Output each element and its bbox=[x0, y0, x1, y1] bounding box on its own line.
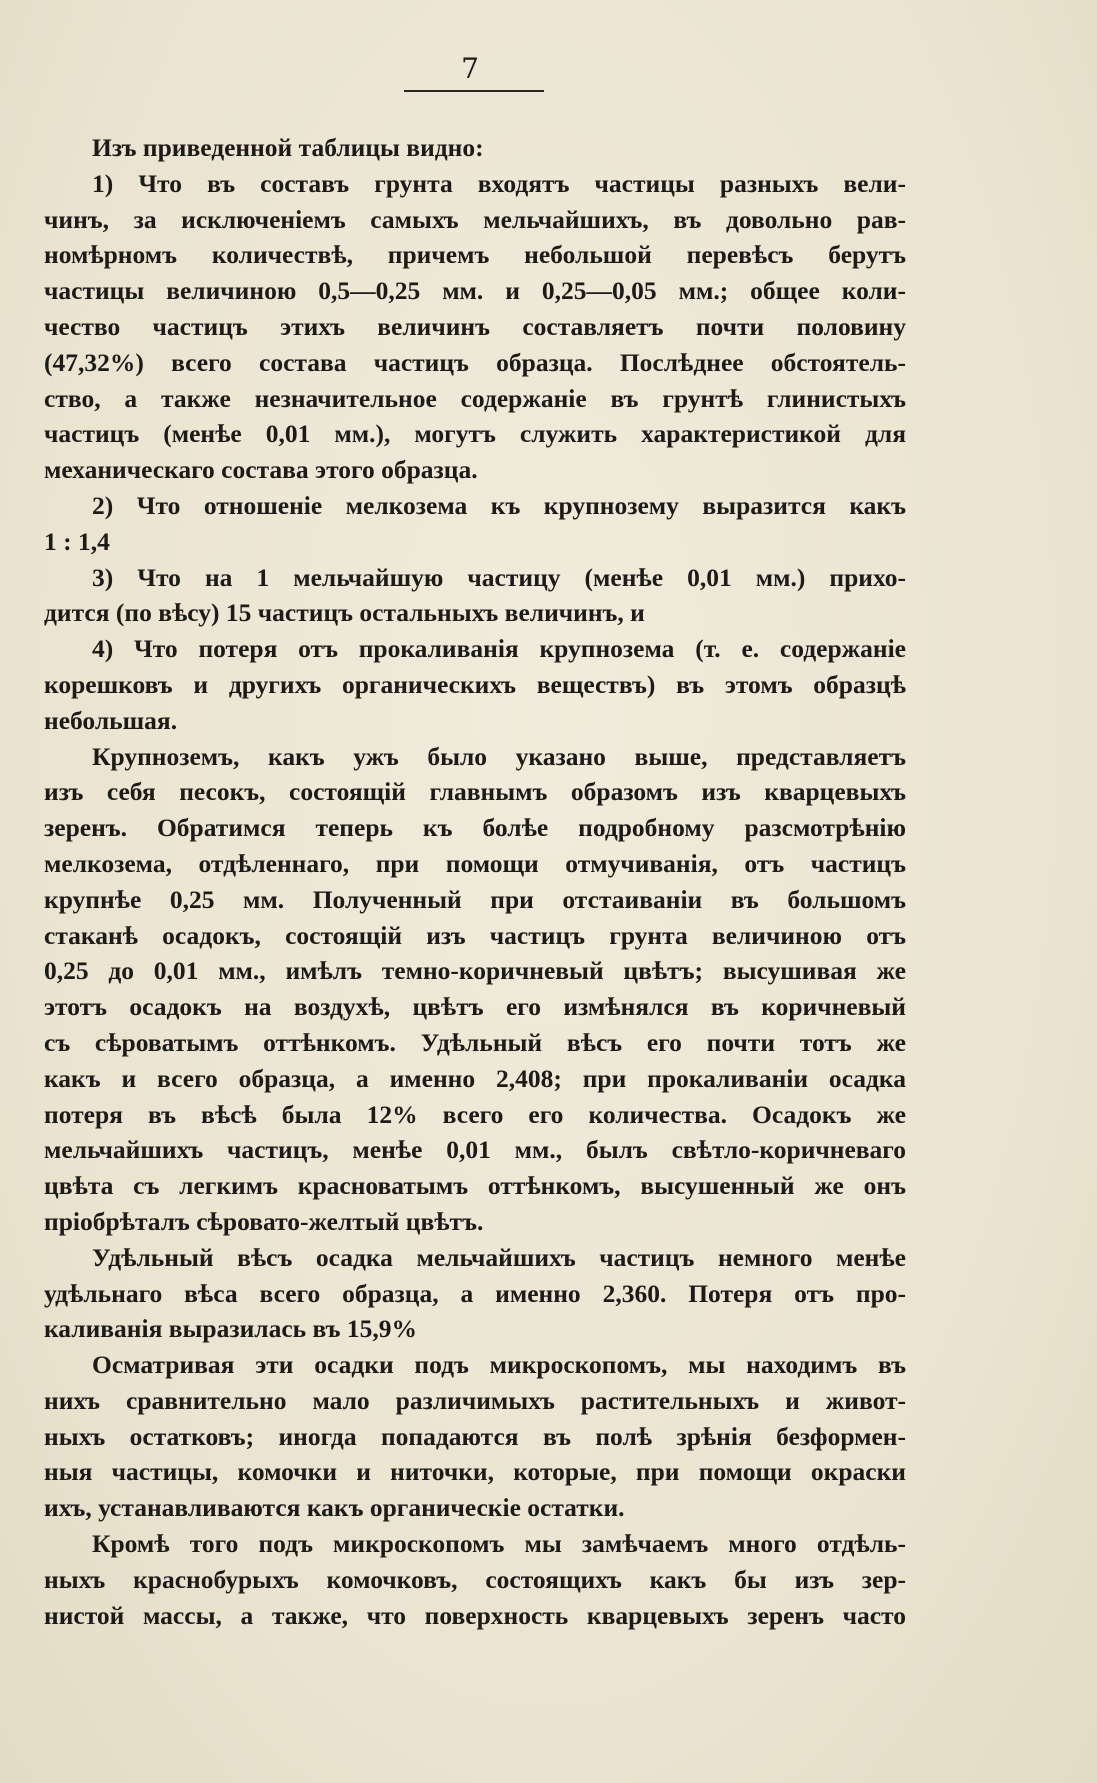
text-line: (47,32%) всего состава частицъ образца. Послѣднее обстоятель- bbox=[44, 347, 906, 377]
text-line: крупнѣе 0,25 мм. Полученный при отстаиваніи въ большомъ bbox=[44, 884, 906, 914]
text-line: удѣльнаго вѣса всего образца, а именно 2,360. Потеря отъ про- bbox=[44, 1278, 906, 1308]
text-line: номѣрномъ количествѣ, причемъ небольшой перевѣсъ берутъ bbox=[44, 240, 906, 270]
text-line: пріобрѣталъ сѣровато-желтый цвѣтъ. bbox=[44, 1206, 484, 1236]
text-line: 4) Что потеря отъ прокаливанія крупнозема (т. е. содержаніе bbox=[92, 634, 906, 664]
text-line: частицъ (менѣе 0,01 мм.), могутъ служить характеристикой для bbox=[44, 419, 906, 449]
text-line: нистой массы, а также, что поверхность кварцевыхъ зеренъ часто bbox=[44, 1600, 906, 1630]
text-line: ныхъ краснобурыхъ комочковъ, состоящихъ какъ бы изъ зер- bbox=[44, 1564, 906, 1594]
text-line: зеренъ. Обратимся теперь къ болѣе подробному разсмотрѣнію bbox=[44, 813, 906, 843]
text-line: мелкозема, отдѣленнаго, при помощи отмучиванія, отъ частицъ bbox=[44, 848, 906, 878]
text-line: Крупноземъ, какъ ужъ было указано выше, представляетъ bbox=[92, 741, 906, 771]
text-line: нихъ сравнительно мало различимыхъ растительныхъ и живот- bbox=[44, 1385, 906, 1415]
text-line: стаканѣ осадокъ, состоящій изъ частицъ грунта величиною отъ bbox=[44, 920, 906, 950]
text-line: дится (по вѣсу) 15 частицъ остальныхъ величинъ, и bbox=[44, 598, 645, 628]
text-line: Изъ приведенной таблицы видно: bbox=[92, 133, 484, 162]
text-line: 2) Что отношеніе мелкозема къ крупнозему выразится какъ bbox=[92, 490, 906, 520]
text-line: цвѣта съ легкимъ красноватымъ оттѣнкомъ, высушенный же онъ bbox=[44, 1171, 906, 1201]
text-line: каливанія выразилась въ 15,9% bbox=[44, 1314, 418, 1344]
text-line: съ сѣроватымъ оттѣнкомъ. Удѣльный вѣсъ его почти тотъ же bbox=[44, 1027, 906, 1057]
text-line: этотъ осадокъ на воздухѣ, цвѣтъ его измѣнялся въ коричневый bbox=[44, 992, 906, 1022]
body-text bbox=[44, 130, 906, 1633]
text-line: Кромѣ того подъ микроскопомъ мы замѣчаемъ много отдѣль- bbox=[92, 1529, 906, 1559]
text-line: 0,25 до 0,01 мм., имѣлъ темно-коричневый цвѣтъ; высушивая же bbox=[44, 956, 906, 986]
text-line: ныя частицы, комочки и ниточки, которые, при помощи окраски bbox=[44, 1457, 906, 1487]
text-line: чинъ, за исключеніемъ самыхъ мельчайшихъ, въ довольно рав- bbox=[44, 204, 906, 234]
page-number-rule bbox=[404, 90, 544, 92]
text-line: 1 : 1,4 bbox=[44, 526, 110, 556]
text-line: механическаго состава этого образца. bbox=[44, 455, 478, 485]
text-line: какъ и всего образца, а именно 2,408; при прокаливаніи осадка bbox=[44, 1063, 906, 1093]
text-line: 1) Что въ составъ грунта входятъ частицы разныхъ вели- bbox=[92, 168, 906, 198]
text-line: изъ себя песокъ, состоящій главнымъ образомъ изъ кварцевыхъ bbox=[44, 777, 906, 807]
text-line: ство, а также незначительное содержаніе въ грунтѣ глинистыхъ bbox=[44, 383, 906, 413]
text-line: чество частицъ этихъ величинъ составляетъ почти половину bbox=[44, 311, 906, 341]
text-line: частицы величиною 0,5—0,25 мм. и 0,25—0,05 мм.; общее коли- bbox=[44, 276, 906, 306]
text-line: ныхъ остатковъ; иногда попадаются въ полѣ зрѣнія безформен- bbox=[44, 1421, 906, 1451]
text-line: корешковъ и другихъ органическихъ веществъ) въ этомъ образцѣ bbox=[44, 669, 906, 699]
text-line: 3) Что на 1 мельчайшую частицу (менѣе 0,01 мм.) прихо- bbox=[92, 562, 906, 592]
text-line: Удѣльный вѣсъ осадка мельчайшихъ частицъ немного менѣе bbox=[92, 1242, 906, 1272]
text-line: Осматривая эти осадки подъ микроскопомъ, мы находимъ въ bbox=[92, 1350, 906, 1380]
text-line: мельчайшихъ частицъ, менѣе 0,01 мм., былъ свѣтло-коричневаго bbox=[44, 1135, 906, 1165]
text-line: ихъ, устанавливаются какъ органическіе остатки. bbox=[44, 1493, 625, 1523]
text-line: небольшая. bbox=[44, 705, 178, 735]
page-number: 7 bbox=[461, 52, 479, 85]
text-line: потеря въ вѣсѣ была 12% всего его количества. Осадокъ же bbox=[44, 1099, 906, 1129]
